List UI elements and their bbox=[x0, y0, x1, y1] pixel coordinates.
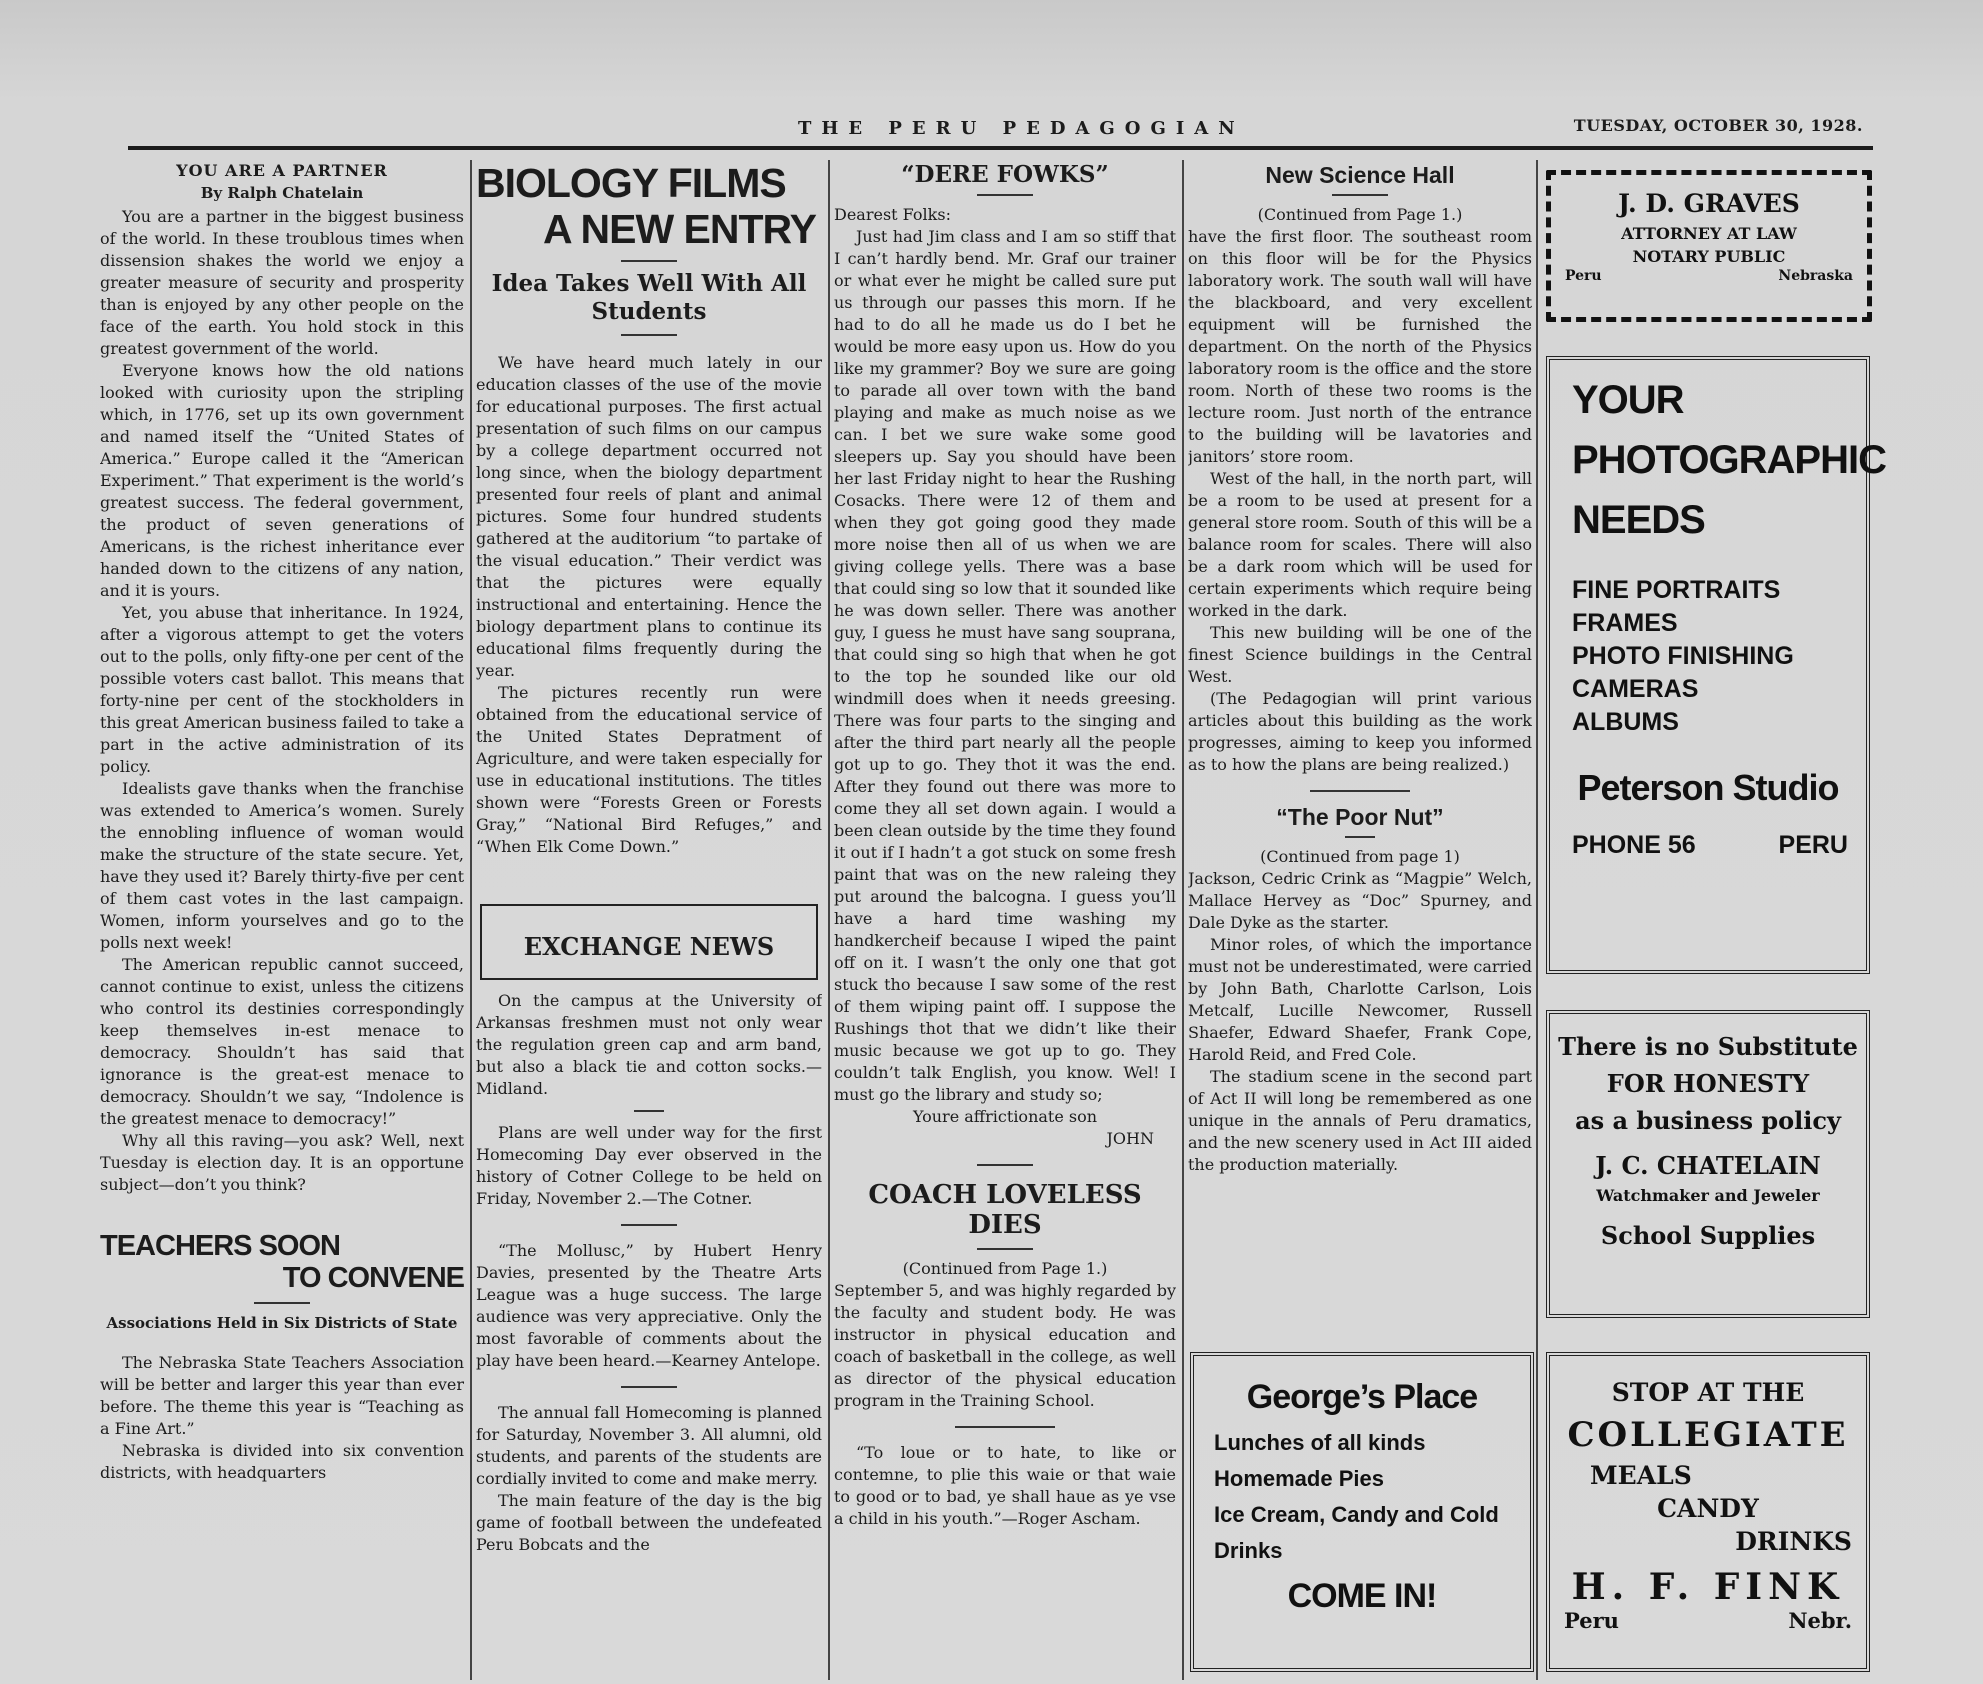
ad-title: COLLEGIATE bbox=[1567, 1415, 1849, 1455]
paragraph: The American republic cannot succeed, cannot continue to exist, unless the citizens who control its destinies correspondingly keep themselves in-est menace to democracy. Shouldn’t has said that ignorance is the great-est menace to democracy. Shouldn’t we say, “Indolence is the greatest menace to democracy!” bbox=[100, 955, 464, 1128]
signature: JOHN bbox=[1106, 1129, 1154, 1148]
paragraph: On the campus at the University of Arkansas freshmen must not only wear the regulation green cap and arm band, but also a black tie and cotton socks.—Midland. bbox=[476, 991, 822, 1098]
ad-line: Lunches of all kinds bbox=[1214, 1430, 1426, 1455]
ad-title: J. D. GRAVES bbox=[1618, 189, 1800, 218]
paragraph: Idealists gave thanks when the franchise was extended to America’s women. Surely the ennobling influence of woman would make the structure of the state secure. Yet, have they used it? Barely thirty-five per cent of them cast votes in the last campaign. Women, inform yourselves and go to the polls next week! bbox=[100, 779, 464, 952]
ad-line: CANDY bbox=[1657, 1494, 1759, 1523]
ad-list bbox=[1550, 550, 1866, 739]
continued-note: (Continued from page 1) bbox=[1260, 847, 1460, 866]
ad-collegiate bbox=[1546, 1352, 1870, 1672]
paragraph: The main feature of the day is the big game of football between the undefeated Peru Bobcats and the bbox=[476, 1491, 822, 1554]
divider bbox=[621, 260, 677, 262]
ad-phone: PHONE 56 bbox=[1572, 831, 1696, 859]
newspaper-title: THE PERU PEDAGOGIAN bbox=[798, 118, 1245, 139]
salutation: Dearest Folks: bbox=[834, 205, 951, 224]
ad-footer bbox=[1550, 1608, 1866, 1633]
paragraph: West of the hall, in the north part, will be a room to be used at present for a general store room. South of this will be a balance room for scales. There will also be a dark room which will be used for certain experiments which require being worked in the dark. bbox=[1188, 469, 1532, 620]
subheadline: Associations Held in Six Districts of State bbox=[106, 1314, 458, 1332]
paragraph: We have heard much lately in our education classes of the use of the movie for educational purposes. The first actual presentation of such films on our campus by a college department occurred not long since, when the biology department presented four reels of plant and animal pictures. Some four hundred students gathered at the auditorium “to partake of the visual education.” Their verdict was that the pictures were equally instructional and entertaining. Hence the biology department plans to continue its educational films frequently during the year. bbox=[476, 353, 822, 680]
divider bbox=[1345, 836, 1375, 838]
paragraph: have the first floor. The southeast room on this floor will be for the Physics laboratory work. The south wall will have the blackboard, and very excellent equipment will be furnished the department. On the north of the Physics laboratory room is the office and the store room. North of these two rooms is the lecture room. Just north of the entrance to the building will be lavatories and janitors’ store room. bbox=[1188, 227, 1532, 466]
divider bbox=[621, 1386, 677, 1388]
paragraph: September 5, and was highly regarded by the faculty and student body. He was instructor in physical education and coach of basketball in the college, as well as director of the physical education program in the Training School. bbox=[834, 1281, 1176, 1410]
ad-state: Nebraska bbox=[1778, 268, 1853, 284]
paragraph: Everyone knows how the old nations looked with curiosity upon the stripling which, in 1776, set up its own government and named itself the “United States of America.” Europe called it the “American Experiment.” That experiment is the world’s greatest success. The federal government, the product of seven generations of Americans, is the richest inheritance ever handed down to the citizens of any nation, and it is yours. bbox=[100, 361, 464, 600]
headline-biology bbox=[476, 160, 822, 252]
ad-georges-place bbox=[1190, 1352, 1534, 1672]
ad-title: George’s Place bbox=[1246, 1378, 1478, 1416]
ad-photographic bbox=[1546, 356, 1886, 974]
column-3 bbox=[834, 160, 1176, 1680]
ad-line: School Supplies bbox=[1600, 1221, 1816, 1250]
ad-line: FINE PORTRAITS bbox=[1572, 576, 1781, 604]
ad-line: YOUR bbox=[1572, 378, 1684, 422]
paragraph: Jackson, Cedric Crink as “Magpie” Welch, Mallace Hervey as “Doc” Spurney, and Dale Dyke as the starter. bbox=[1188, 869, 1532, 932]
paragraph: The Nebraska State Teachers Association will be better and larger this year than ever before. The theme this year is “Teaching as a Fine Art.” bbox=[100, 1353, 464, 1438]
headline-line: A NEW ENTRY bbox=[543, 206, 816, 252]
divider bbox=[621, 334, 677, 336]
ad-line: PHOTOGRAPHIC bbox=[1572, 438, 1886, 482]
headline-line: TEACHERS SOON bbox=[100, 1230, 340, 1262]
ad-list bbox=[1194, 1425, 1530, 1569]
paragraph: (The Pedagogian will print various articles about this building as the work progresses, aiming to keep you informed as to how the plans are being realized.) bbox=[1188, 689, 1532, 774]
column-1 bbox=[100, 160, 464, 1680]
ad-line: FOR HONESTY bbox=[1606, 1069, 1810, 1098]
ad-cta: COME IN! bbox=[1287, 1577, 1437, 1615]
subheadline: Idea Takes Well With All Students bbox=[491, 270, 807, 325]
ad-studio: Peterson Studio bbox=[1577, 767, 1839, 808]
byline: By Ralph Chatelain bbox=[200, 184, 364, 202]
ad-line: CAMERAS bbox=[1572, 675, 1699, 703]
ad-graves bbox=[1546, 170, 1872, 322]
continued-note: (Continued from Page 1.) bbox=[1257, 205, 1463, 224]
headline-poor-nut: “The Poor Nut” bbox=[1276, 804, 1444, 830]
column-2 bbox=[476, 160, 822, 1680]
paragraph: Just had Jim class and I am so stiff that I can’t hardly bend. Mr. Graf our trainer or what ever he might be called sure put us through our passes this morn. If he had to do all he made us do I bet he would be more easy upon us. How do you like my grammer? Boy we sure are going to parade all over town with the band playing and make as much noise as we can. I bet we sure wake some good sleepers up. Say you should have been her last Friday night to hear the Rushing Cosacks. There were 12 of them and when they got going good they made more noise then all of us when we are giving college yells. There was a base that could sing so low that it sounded like he was down seller. There was another guy, I guess he must have sang souprana, that could sing so high that when he got to the top he sounded like our old windmill does when it needs greesing. There was four parts to the singing and after the third part nearly all the people got up to go. They thot it was the end. After they found out there was more to come they all set down again. I would a been clean outside by the time they found it out if I hadn’t a got stuck on some fresh paint that was on the new raleing they put around the balcogna. I guess you’ll have a hard time washing my handkercheif because I wiped the paint off on it. I wasn’t the only one that got stuck tho because I saw some of the rest of them wiping paint off. I suppose the Rushings thot that we didn’t like their music because we got up to go. They couldn’t talk English, you know. Wel! I must go the library and study so; bbox=[834, 227, 1176, 1104]
headline-dere-fowks: “DERE FOWKS” bbox=[901, 161, 1109, 188]
ad-line: PHOTO FINISHING bbox=[1572, 642, 1794, 670]
ad-headline bbox=[1550, 360, 1886, 550]
divider bbox=[977, 1248, 1033, 1250]
ad-line: NEEDS bbox=[1572, 498, 1705, 542]
divider bbox=[1332, 194, 1388, 196]
ad-line: ALBUMS bbox=[1572, 708, 1679, 736]
ad-town: PERU bbox=[1778, 831, 1848, 859]
closing: Youre affrictionate son bbox=[912, 1107, 1098, 1126]
column-divider bbox=[828, 160, 830, 1680]
column-divider bbox=[1182, 160, 1184, 1680]
ad-state: Nebr. bbox=[1788, 1608, 1852, 1633]
ad-town: Peru bbox=[1565, 268, 1602, 284]
article-title-partner: YOU ARE A PARTNER bbox=[176, 161, 388, 180]
issue-date: TUESDAY, OCTOBER 30, 1928. bbox=[1573, 116, 1863, 135]
ad-line: DRINKS bbox=[1735, 1527, 1852, 1556]
ad-line: FRAMES bbox=[1572, 609, 1678, 637]
headline-line: TO CONVENE bbox=[282, 1262, 464, 1294]
paragraph: This new building will be one of the finest Science buildings in the Central West. bbox=[1188, 623, 1532, 686]
ad-footer bbox=[1551, 266, 1867, 286]
ad-line: NOTARY PUBLIC bbox=[1632, 247, 1786, 266]
divider bbox=[621, 1224, 677, 1226]
exchange-news-box: EXCHANGE NEWS bbox=[480, 904, 818, 980]
headline-teachers bbox=[100, 1230, 464, 1294]
divider bbox=[1310, 790, 1410, 792]
column-divider bbox=[1536, 160, 1538, 1680]
ad-footer bbox=[1550, 809, 1866, 860]
continued-note: (Continued from Page 1.) bbox=[902, 1259, 1108, 1278]
ad-name: J. C. CHATELAIN bbox=[1595, 1151, 1821, 1180]
ad-line: Ice Cream, Candy and Cold Drinks bbox=[1214, 1502, 1499, 1563]
paragraph: Minor roles, of which the importance must not be underestimated, were carried by John Bath, Charlotte Carlson, Lois Metcalf, Lucille Newcomer, Russell Shaefer, Edward Shaefer, Frank Cope, Harold Reid, and Fred Cole. bbox=[1188, 935, 1532, 1064]
headline-coach: COACH LOVELESS DIES bbox=[868, 1180, 1142, 1240]
paragraph: The pictures recently run were obtained from the educational service of the United States Depratment of Agriculture, and were taken especially for use in educational institutions. The titles shown were “Forests Green or Forests Gray,” “National Bird Refuges,” and “When Elk Come Down.” bbox=[476, 683, 822, 856]
ad-line: as a business policy bbox=[1575, 1106, 1841, 1135]
headline-science-hall: New Science Hall bbox=[1265, 162, 1455, 188]
ad-town: Peru bbox=[1564, 1608, 1619, 1633]
ad-name: H. F. FINK bbox=[1571, 1566, 1845, 1608]
paragraph: The annual fall Homecoming is planned for Saturday, November 3. All alumni, old students, and parents of the students are cordially invited to come and make merry. bbox=[476, 1403, 822, 1488]
ad-trade: Watchmaker and Jeweler bbox=[1596, 1186, 1820, 1205]
paragraph: “The Mollusc,” by Hubert Henry Davies, presented by the Theatre Arts League was a huge success. The large audience was very appreciative. Only the most favorable of comments about the play have been heard.—Kearney Antelope. bbox=[476, 1241, 822, 1370]
ad-line: MEALS bbox=[1590, 1461, 1692, 1490]
divider bbox=[977, 194, 1033, 196]
paragraph: Why all this raving—you ask? Well, next Tuesday is election day. It is an opportune subject—don’t you think? bbox=[100, 1131, 464, 1194]
ad-line: There is no Substitute bbox=[1558, 1032, 1858, 1061]
ad-line: ATTORNEY AT LAW bbox=[1621, 224, 1797, 243]
paragraph: Nebraska is divided into six convention districts, with headquarters bbox=[100, 1441, 464, 1482]
column-divider bbox=[470, 160, 472, 1680]
paragraph: “To loue or to hate, to like or contemne, to plie this waie or that waie to good or to bad, ye shall haue as ye vse a child in his youth.”—Roger Ascham. bbox=[834, 1443, 1176, 1528]
divider bbox=[254, 1302, 310, 1304]
headline-line: BIOLOGY FILMS bbox=[476, 160, 786, 206]
divider bbox=[977, 1164, 1033, 1166]
paragraph: The stadium scene in the second part of Act II will long be remembered as one unique in the annals of Peru dramatics, and the new scenery used in Act III aided the production materially. bbox=[1188, 1067, 1532, 1174]
ad-honesty bbox=[1546, 1010, 1870, 1318]
divider bbox=[634, 1110, 664, 1112]
paragraph: You are a partner in the biggest business of the world. In these troublous times when dissension shakes the world we enjoy a greater measure of security and prosperity than is enjoyed by any other people on the face of the earth. You hold stock in this greatest government of the world. bbox=[100, 207, 464, 358]
ad-line: Homemade Pies bbox=[1214, 1466, 1384, 1491]
divider bbox=[955, 1426, 1055, 1428]
paragraph: Plans are well under way for the first Homecoming Day ever observed in the history of Cotner College to be held on Friday, November 2.—The Cotner. bbox=[476, 1123, 822, 1208]
masthead bbox=[128, 118, 1873, 150]
paragraph: Yet, you abuse that inheritance. In 1924, after a vigorous attempt to get the voters out to the polls, only fifty-one per cent of the possible voters cast ballot. This means that forty-nine per cent of the stockholders in this great American business failed to take a part in the active administration of its policy. bbox=[100, 603, 464, 776]
ad-line: STOP AT THE bbox=[1611, 1378, 1805, 1407]
